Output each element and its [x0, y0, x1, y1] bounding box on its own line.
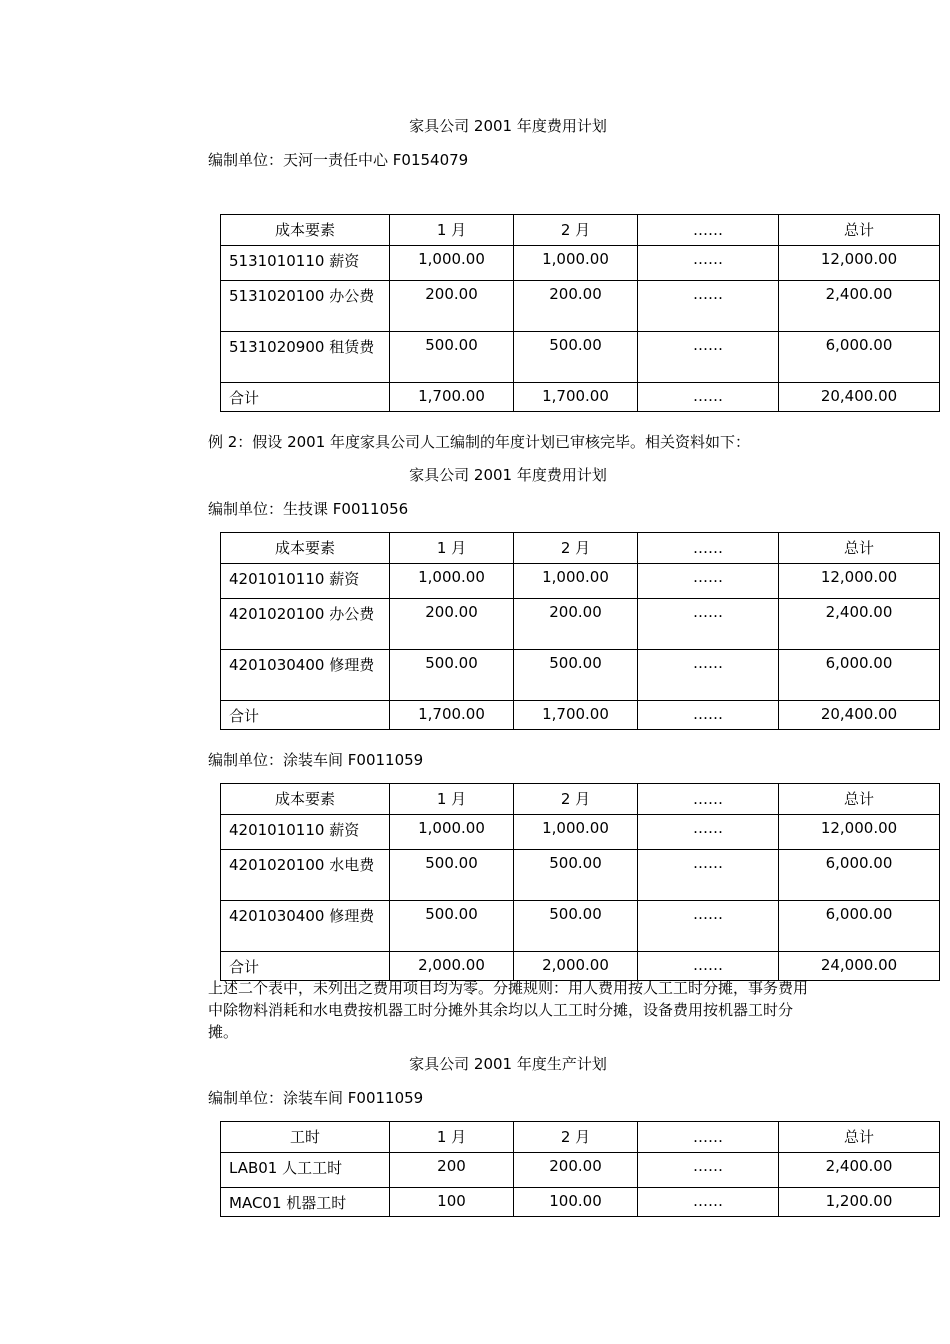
table-cell: 2,000.00	[390, 952, 514, 981]
cost-element-cell: 4201020100 水电费	[221, 850, 390, 901]
header-cell: ……	[638, 215, 779, 246]
header-cell: 1 月	[390, 215, 514, 246]
table-cell: 1,000.00	[390, 246, 514, 281]
table-cell: 1,700.00	[390, 701, 514, 730]
header-cell: 总计	[779, 1122, 940, 1153]
table-cell: 1,700.00	[390, 383, 514, 412]
table-cell: 500.00	[514, 332, 638, 383]
table-cell: 500.00	[390, 650, 514, 701]
header-cell: 成本要素	[221, 784, 390, 815]
table-cell: ……	[638, 1188, 779, 1217]
header-cell: 2 月	[514, 533, 638, 564]
header-cell: ……	[638, 1122, 779, 1153]
table-cell: 200.00	[390, 281, 514, 332]
table-cell: 1,700.00	[514, 701, 638, 730]
table-header-row	[221, 533, 940, 564]
plan-title-3: 家具公司 2001 年度生产计划	[409, 1055, 607, 1073]
header-cell: 1 月	[390, 784, 514, 815]
table-cell: ……	[638, 901, 779, 952]
table-cell: ……	[638, 850, 779, 901]
table-cell: 1,000.00	[514, 246, 638, 281]
table-cell: 500.00	[390, 901, 514, 952]
table-cell: 200.00	[390, 599, 514, 650]
table-cell: 6,000.00	[779, 332, 940, 383]
table-cell: 12,000.00	[779, 815, 940, 850]
table-row	[221, 1153, 940, 1188]
compiling-unit-2: 编制单位：生技课 F0011056	[208, 500, 409, 518]
table-cell: 100	[390, 1188, 514, 1217]
table-cell: ……	[638, 599, 779, 650]
work-hour-cell: LAB01 人工工时	[221, 1153, 390, 1188]
production-table	[220, 1121, 940, 1217]
header-cell: 1 月	[390, 533, 514, 564]
table-cell: 500.00	[514, 650, 638, 701]
table-cell: 24,000.00	[779, 952, 940, 981]
table-row	[221, 281, 940, 332]
header-cell: 2 月	[514, 784, 638, 815]
table-cell: 12,000.00	[779, 564, 940, 599]
cost-element-cell: 4201030400 修理费	[221, 650, 390, 701]
table-cell: 20,400.00	[779, 701, 940, 730]
header-cell: 总计	[779, 215, 940, 246]
allocation-rules-note: 上述二个表中，未列出之费用项目均为零。分摊规则：用人费用按人工工时分摊，事务费用中除物料消耗和水电费按机器工时分摊外其余均以人工工时分摊，设备费用按机器工时分摊。	[208, 979, 809, 1041]
table-cell: 2,400.00	[779, 599, 940, 650]
table-row	[221, 650, 940, 701]
table-row	[221, 850, 940, 901]
expense-table-2	[220, 532, 940, 730]
compiling-unit-4: 编制单位：涂装车间 F0011059	[208, 1089, 424, 1107]
table-cell: 1,000.00	[390, 564, 514, 599]
table-cell: 500.00	[390, 332, 514, 383]
header-cell: 2 月	[514, 215, 638, 246]
table-cell: 20,400.00	[779, 383, 940, 412]
header-cell: 成本要素	[221, 215, 390, 246]
total-label: 合计	[221, 952, 390, 981]
plan-title-2: 家具公司 2001 年度费用计划	[409, 466, 607, 484]
example-intro: 例 2：假设 2001 年度家具公司人工编制的年度计划已审核完毕。相关资料如下：	[208, 433, 751, 451]
header-cell: 总计	[779, 533, 940, 564]
table-cell: 200.00	[514, 281, 638, 332]
table-cell: 1,000.00	[514, 815, 638, 850]
table-header-row	[221, 1122, 940, 1153]
header-cell: 2 月	[514, 1122, 638, 1153]
table-cell: 6,000.00	[779, 901, 940, 952]
table-cell: 6,000.00	[779, 850, 940, 901]
table-row	[221, 332, 940, 383]
table-cell: 2,400.00	[779, 1153, 940, 1188]
table-cell: ……	[638, 650, 779, 701]
table-cell: 500.00	[514, 850, 638, 901]
table-cell: ……	[638, 815, 779, 850]
expense-table-3	[220, 783, 940, 981]
table-cell: ……	[638, 281, 779, 332]
table-cell: ……	[638, 952, 779, 981]
table-cell: 100.00	[514, 1188, 638, 1217]
table-row	[221, 599, 940, 650]
table-cell: ……	[638, 564, 779, 599]
total-label: 合计	[221, 701, 390, 730]
work-hour-cell: MAC01 机器工时	[221, 1188, 390, 1217]
cost-element-cell: 5131020100 办公费	[221, 281, 390, 332]
header-cell: 成本要素	[221, 533, 390, 564]
header-cell: ……	[638, 784, 779, 815]
table-cell: ……	[638, 246, 779, 281]
cost-element-cell: 5131010110 薪资	[221, 246, 390, 281]
table-cell: 1,000.00	[390, 815, 514, 850]
table-cell: 500.00	[514, 901, 638, 952]
table-cell: ……	[638, 332, 779, 383]
table-cell: 200.00	[514, 599, 638, 650]
table-cell: 6,000.00	[779, 650, 940, 701]
expense-table-1	[220, 214, 940, 412]
cost-element-cell: 4201030400 修理费	[221, 901, 390, 952]
table-cell: 200	[390, 1153, 514, 1188]
table-cell: 12,000.00	[779, 246, 940, 281]
cost-element-cell: 5131020900 租赁费	[221, 332, 390, 383]
table-cell: 2,000.00	[514, 952, 638, 981]
total-row	[221, 701, 940, 730]
header-cell: 工时	[221, 1122, 390, 1153]
table-cell: 1,700.00	[514, 383, 638, 412]
table-cell: ……	[638, 383, 779, 412]
table-cell: 1,200.00	[779, 1188, 940, 1217]
table-row	[221, 246, 940, 281]
total-label: 合计	[221, 383, 390, 412]
table-cell: ……	[638, 1153, 779, 1188]
header-cell: ……	[638, 533, 779, 564]
plan-title-1: 家具公司 2001 年度费用计划	[409, 117, 607, 135]
table-row	[221, 564, 940, 599]
table-cell: 200.00	[514, 1153, 638, 1188]
compiling-unit-1: 编制单位：天河一责任中心 F0154079	[208, 151, 469, 169]
table-row	[221, 1188, 940, 1217]
header-cell: 1 月	[390, 1122, 514, 1153]
cost-element-cell: 4201010110 薪资	[221, 564, 390, 599]
table-cell: ……	[638, 701, 779, 730]
cost-element-cell: 4201010110 薪资	[221, 815, 390, 850]
table-row	[221, 901, 940, 952]
table-header-row	[221, 215, 940, 246]
compiling-unit-3: 编制单位：涂装车间 F0011059	[208, 751, 424, 769]
total-row	[221, 383, 940, 412]
table-cell: 1,000.00	[514, 564, 638, 599]
header-cell: 总计	[779, 784, 940, 815]
table-cell: 2,400.00	[779, 281, 940, 332]
table-row	[221, 815, 940, 850]
table-header-row	[221, 784, 940, 815]
table-cell: 500.00	[390, 850, 514, 901]
cost-element-cell: 4201020100 办公费	[221, 599, 390, 650]
